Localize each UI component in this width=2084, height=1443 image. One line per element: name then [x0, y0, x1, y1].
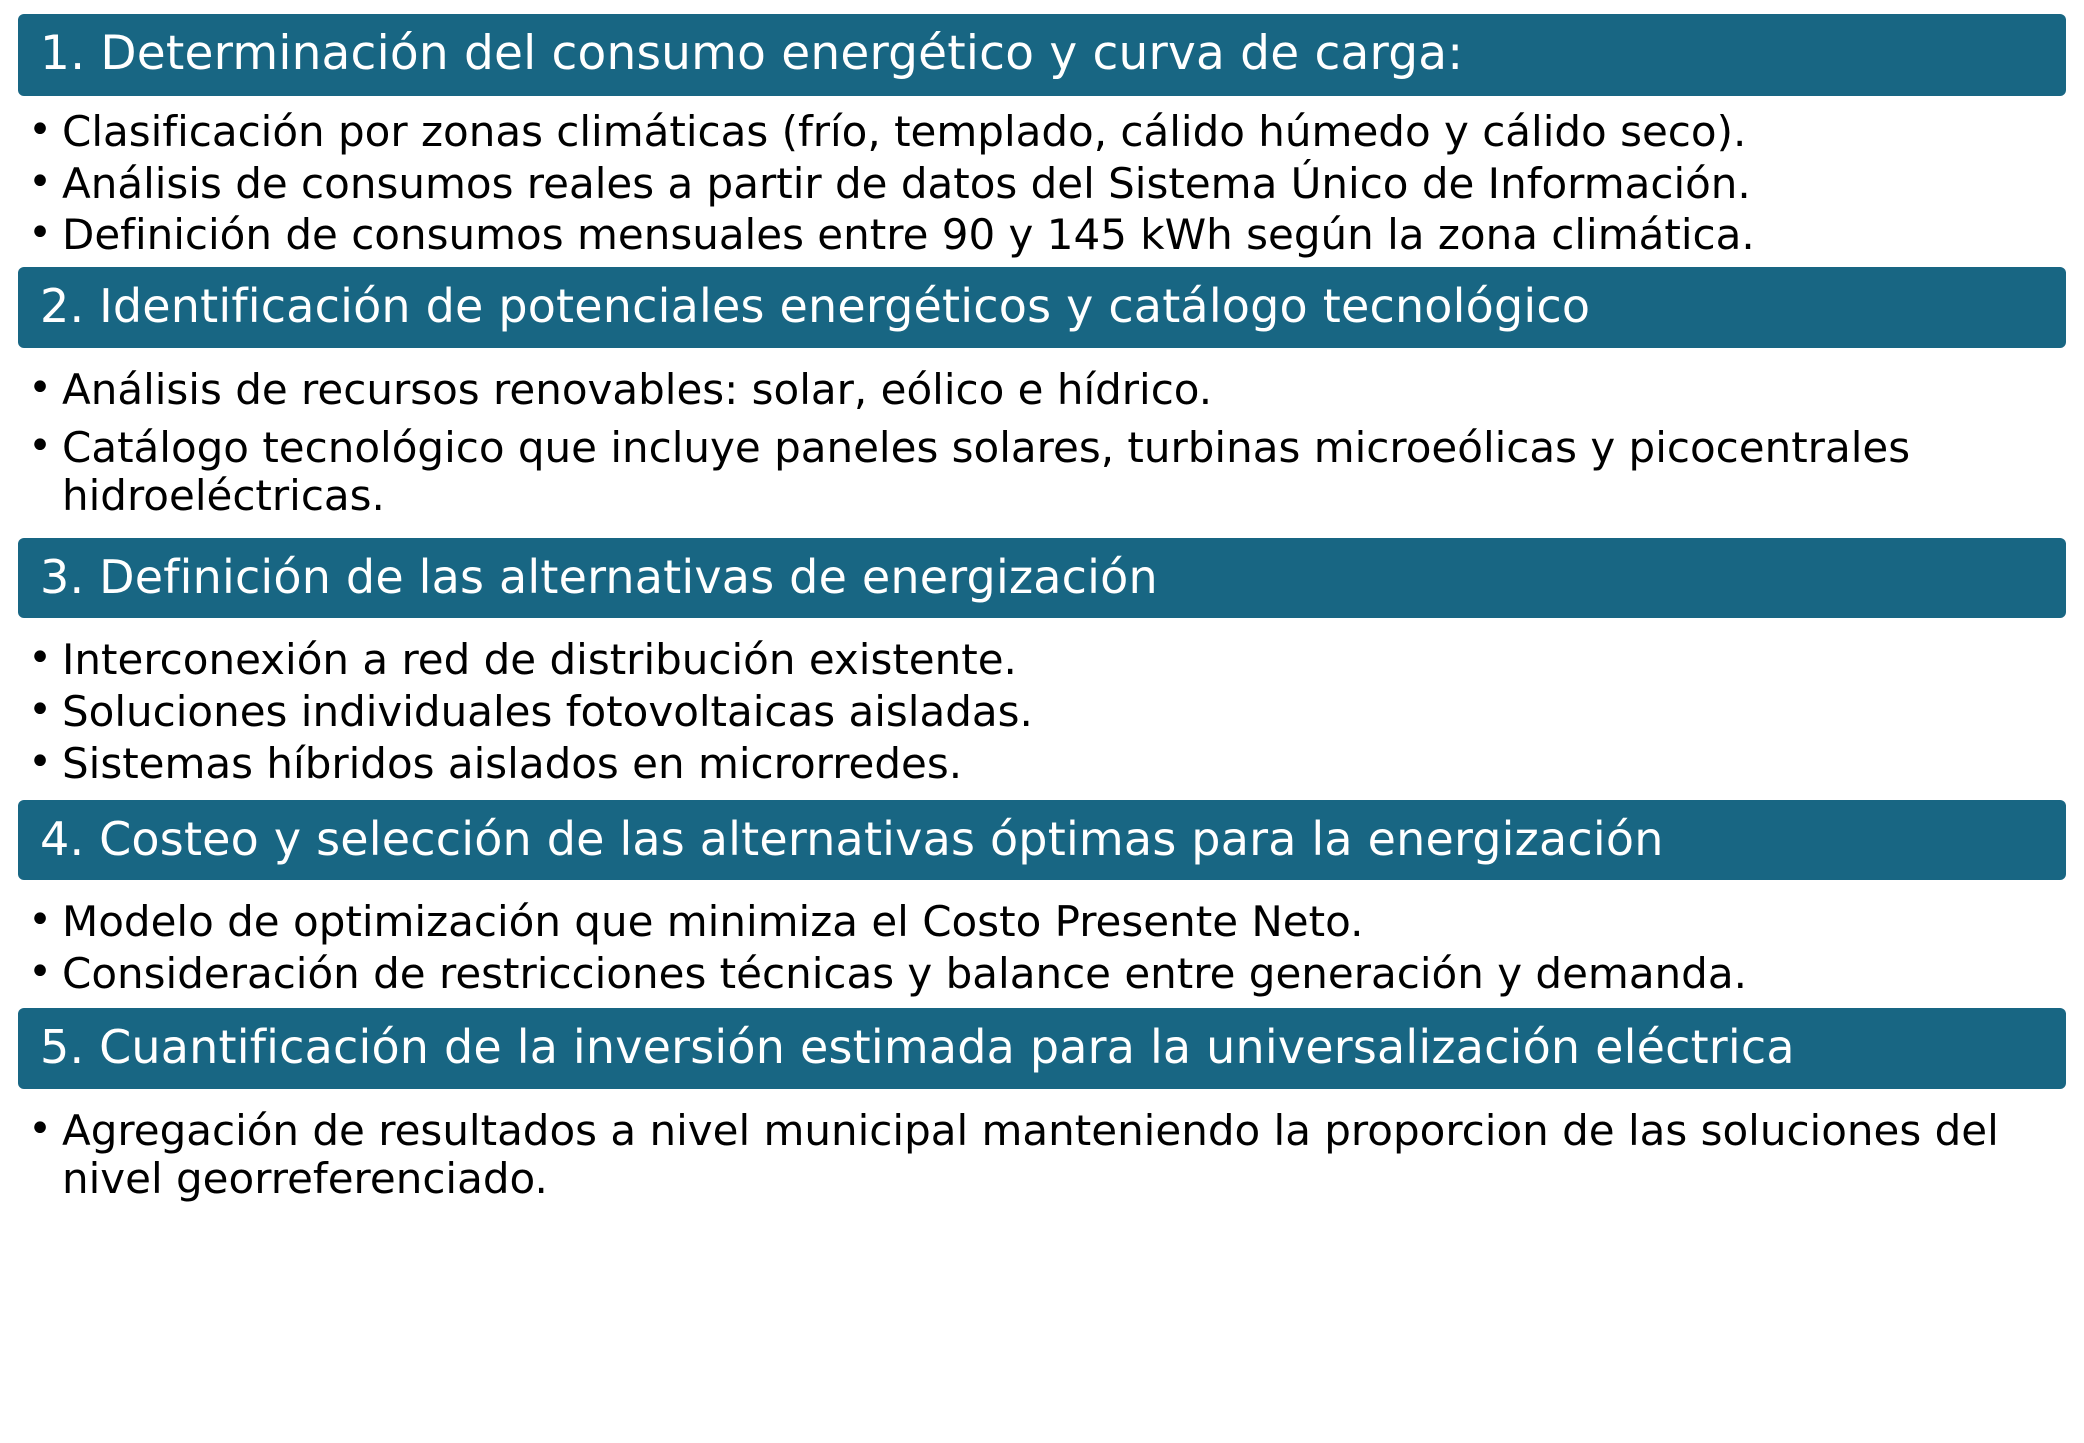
list-item-text: Análisis de consumos reales a partir de datos del Sistema Único de Información. [62, 158, 1751, 208]
list-item [18, 158, 2066, 210]
list-item [18, 738, 2066, 790]
list-item [18, 896, 2066, 948]
bullet-dot-icon: • [28, 210, 52, 257]
section-3 [18, 538, 2066, 800]
section-4 [18, 800, 2066, 1008]
list-item-text: Interconexión a red de distribución existente. [62, 635, 1017, 685]
list-item [18, 106, 2066, 158]
list-item-text: Sistemas híbridos aislados en microrredes. [62, 738, 963, 788]
list-item [18, 364, 2066, 422]
bullet-dot-icon: • [28, 738, 52, 785]
bullet-dot-icon: • [28, 897, 52, 944]
list-item [18, 686, 2066, 738]
list-item [18, 948, 2066, 1000]
section-1-heading: 1. Determinación del consumo energético y curva de carga: [18, 14, 2066, 96]
section-2-bullet-list [18, 348, 2066, 538]
list-item [18, 1105, 2066, 1205]
bullet-dot-icon: • [28, 635, 52, 682]
bullet-dot-icon: • [28, 949, 52, 996]
section-5-heading: 5. Cuantificación de la inversión estimada para la universalización eléctrica [18, 1008, 2066, 1089]
bullet-dot-icon: • [28, 1105, 52, 1152]
list-item [18, 634, 2066, 686]
bullet-dot-icon: • [28, 364, 52, 411]
list-item-text: Definición de consumos mensuales entre 90 y 145 kWh según la zona climática. [62, 210, 1755, 260]
list-item-text: Agregación de resultados a nivel municipal manteniendo la proporcion de las soluciones del nivel georreferenciado. [62, 1105, 1999, 1203]
list-item-text: Catálogo tecnológico que incluye paneles solares, turbinas microeólicas y picocentrales hidroeléctricas. [62, 422, 1911, 520]
list-item [18, 422, 2066, 528]
section-3-bullet-list [18, 618, 2066, 800]
list-item-text: Consideración de restricciones técnicas y balance entre generación y demanda. [62, 949, 1747, 999]
section-1 [18, 14, 2066, 267]
list-item [18, 209, 2066, 261]
list-item-text: Clasificación por zonas climáticas (frío, templado, cálido húmedo y cálido seco). [62, 106, 1747, 156]
section-4-heading: 4. Costeo y selección de las alternativas óptimas para la energización [18, 800, 2066, 881]
bullet-dot-icon: • [28, 106, 52, 153]
bullet-dot-icon: • [28, 422, 52, 469]
list-item-text: Modelo de optimización que minimiza el Costo Presente Neto. [62, 897, 1364, 947]
list-item-text: Análisis de recursos renovables: solar, eólico e hídrico. [62, 364, 1213, 414]
section-4-bullet-list [18, 880, 2066, 1008]
section-5-bullet-list [18, 1089, 2066, 1205]
bullet-dot-icon: • [28, 158, 52, 205]
list-item-text: Soluciones individuales fotovoltaicas aisladas. [62, 687, 1033, 736]
bullet-dot-icon: • [28, 687, 52, 733]
section-2-heading: 2. Identificación de potenciales energéticos y catálogo tecnológico [18, 267, 2066, 348]
section-1-bullet-list [18, 96, 2066, 268]
section-2 [18, 267, 2066, 537]
section-3-heading: 3. Definición de las alternativas de energización [18, 538, 2066, 619]
section-5 [18, 1008, 2066, 1204]
